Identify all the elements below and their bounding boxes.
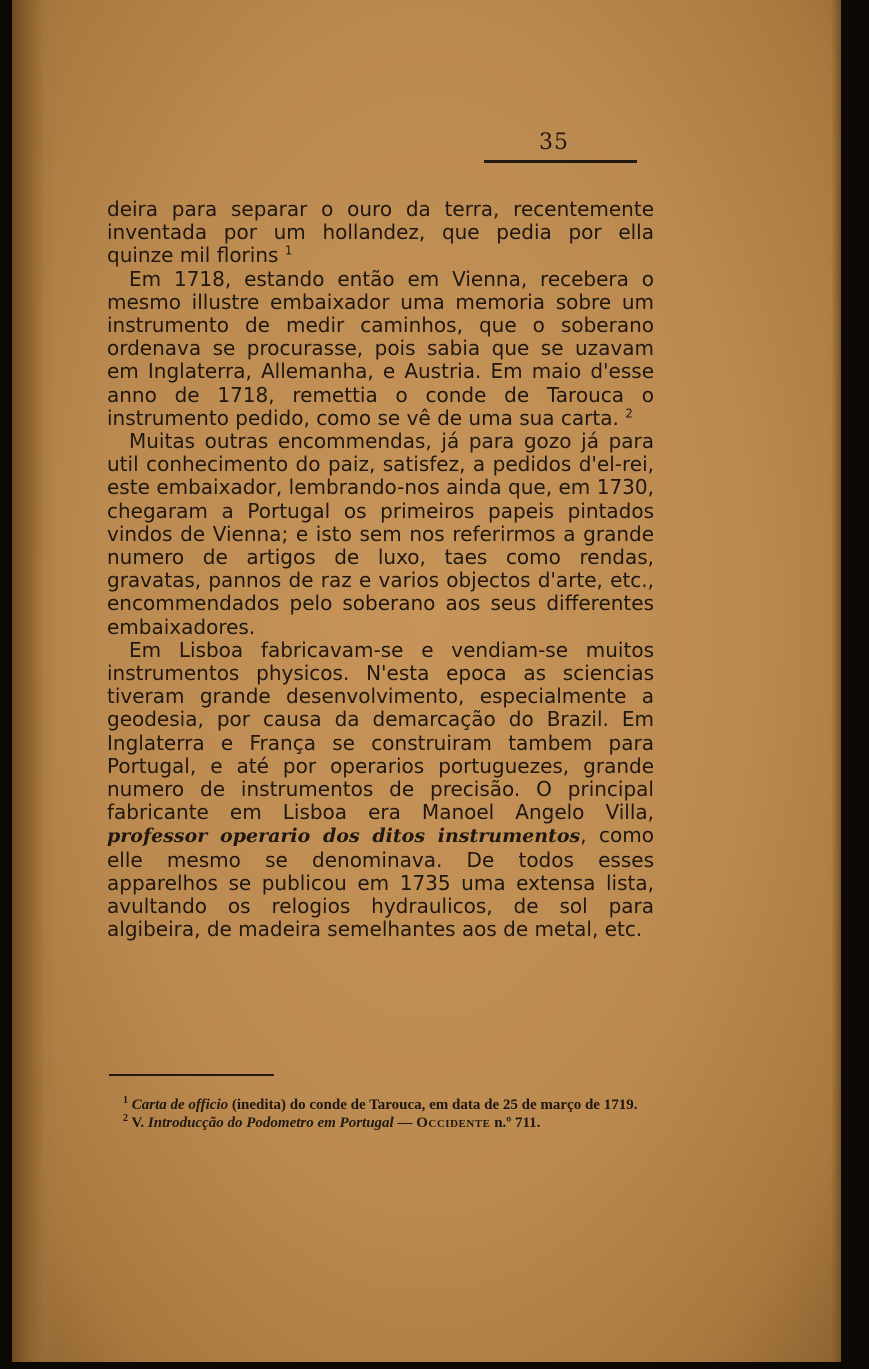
paragraph-4-italic: professor operario dos ditos instrumentos: [107, 825, 581, 848]
footnote-2-prefix: V.: [131, 1115, 145, 1131]
footnote-1-italic: Carta de officio: [131, 1097, 229, 1113]
footnote-2-dash: —: [397, 1115, 413, 1131]
footnote-rule: [109, 1074, 274, 1076]
paragraph-4-start: Em Lisboa fabricavam-se e vendiam-se muitos instrumentos physicos. N'esta epoca as sciencias tiveram grande desenvolvimento, especialmente a geodesia, por causa da demarcação do Brazil. Em Inglaterra e França se construiram tambem para Portugal, e até por operarios portuguezes, grande numero de instrumentos de precisão. O principal fabricante em Lisboa era Manoel Angelo Villa,: [107, 637, 654, 825]
footnote-1-text: (inedita) do conde de Tarouca, em data de 25 de março de 1719.: [231, 1097, 638, 1113]
paragraph-4-end: , como elle mesmo se denominava. De todos esses apparelhos se publicou em 1735 uma extensa lista, avultando os relogios hydraulicos, de sol para algibeira, de madeira semelhantes aos de metal, etc.: [107, 823, 655, 942]
footnote-2: [107, 1114, 654, 1132]
footnote-ref-2: 2: [625, 406, 633, 421]
footnote-1: [107, 1096, 654, 1114]
footnotes: [107, 1096, 654, 1132]
paragraph-1-text: deira para separar o ouro da terra, recentemente inventada por um hollandez, que pedia por ella quinze mil florins: [107, 197, 654, 268]
paragraph-3: Muitas outras encommendas, já para gozo já para util conhecimento do paiz, satisfez, a pedidos d'el-rei, este embaixador, lembrando-nos ainda que, em 1730, chegaram a Portugal os primeiros papeis pintados vindos de Vienna; e isto sem nos referirmos a grande numero de artigos de luxo, taes como rendas, gravatas, pannos de raz e varios objectos d'arte, etc., encommendados pelo soberano aos seus differentes embaixadores.: [107, 429, 654, 639]
book-page: [12, 0, 841, 1362]
footnote-ref-1: 1: [284, 243, 293, 258]
header-rule: [484, 160, 637, 163]
footnote-2-source: Occidente: [416, 1115, 491, 1131]
paragraph-2: [107, 268, 654, 430]
paragraph-1: [107, 198, 654, 268]
footnote-2-suffix: n.º 711.: [494, 1115, 541, 1131]
footnote-1-marker: 1: [123, 1095, 128, 1106]
page-number: 35: [539, 130, 569, 155]
paragraph-4: [107, 639, 654, 942]
page-edge-shadow: [831, 0, 841, 1362]
footnote-2-italic: Introducção do Podometro em Portugal: [147, 1115, 394, 1131]
footnote-2-marker: 2: [123, 1113, 128, 1124]
paragraph-2-text: Em 1718, estando então em Vienna, recebera o mesmo illustre embaixador uma memoria sobre um instrumento de medir caminhos, que o soberano ordenava se procurasse, pois sabia que se uzavam em Inglaterra, Allemanha, e Austria. Em maio d'esse anno de 1718, remettia o conde de Tarouca o instrumento pedido, como se vê de uma sua carta.: [107, 266, 654, 430]
page-spine-shadow: [12, 0, 58, 1362]
main-text: [107, 198, 654, 942]
